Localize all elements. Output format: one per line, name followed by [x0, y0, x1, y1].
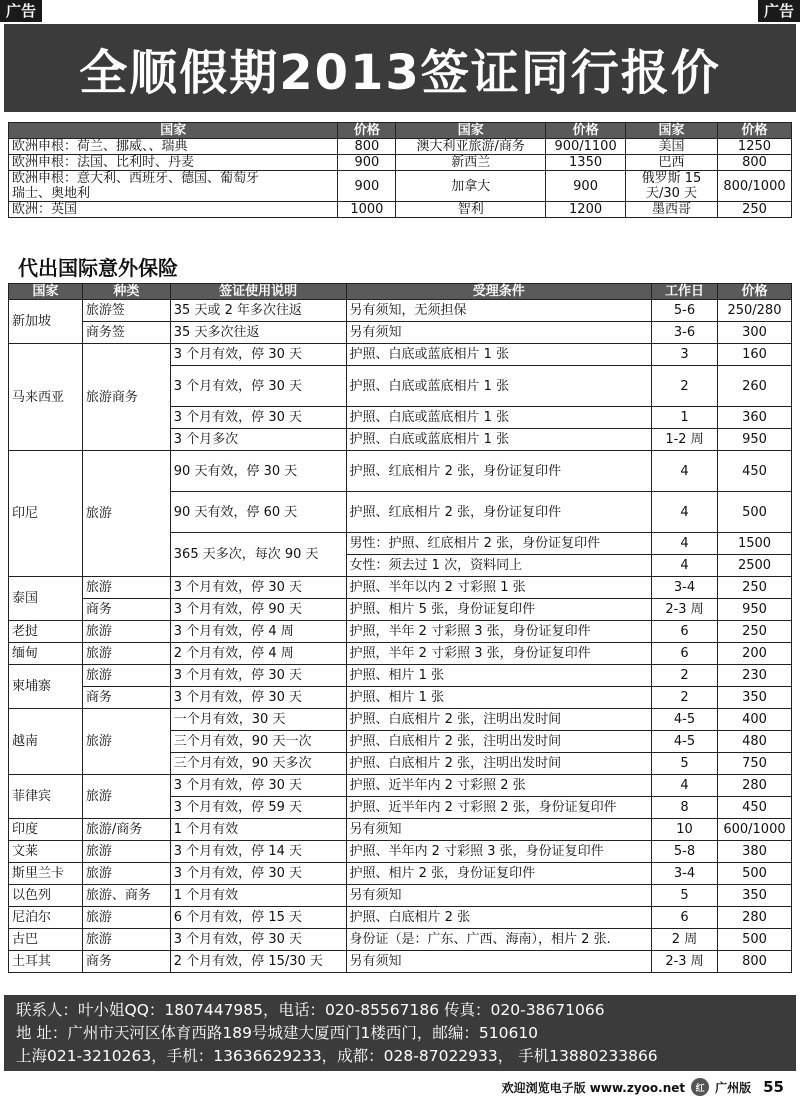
- table-cell: 365 天多次，每次 90 天: [170, 533, 346, 577]
- table-row: [9, 202, 792, 218]
- contact-line-2: 地 址：广州市天河区体育西路189号城建大厦西门1楼西门，邮编：510610: [16, 1024, 539, 1042]
- table-cell: 6: [652, 907, 718, 929]
- table-cell: 4-5: [652, 709, 718, 731]
- table-cell: 男性：护照、红底相片 2 张，身份证复印件: [346, 533, 652, 555]
- table-cell: 护照、白底相片 2 张，注明出发时间: [346, 731, 652, 753]
- table-cell: 土耳其: [9, 951, 83, 973]
- table-cell: 5-8: [652, 841, 718, 863]
- table-row: [9, 929, 792, 951]
- page-title: 全顺假期2013签证同行报价: [79, 44, 721, 101]
- table-cell: 750: [717, 753, 791, 775]
- table-cell: 1500: [717, 533, 791, 555]
- table-cell: 950: [717, 599, 791, 621]
- page-number: 55: [763, 1078, 784, 1096]
- table-cell: 3 个月有效，停 59 天: [170, 797, 346, 819]
- column-header: 国家: [626, 123, 718, 139]
- table-cell: 2 个月有效，停 4 周: [170, 643, 346, 665]
- table-cell: 护照、相片 2 张，身份证复印件: [346, 863, 652, 885]
- table-row: [9, 322, 792, 344]
- table-row: [9, 709, 792, 731]
- table-cell: 旅游: [82, 841, 170, 863]
- column-header: 签证使用说明: [170, 284, 346, 300]
- table-cell: 1-2 周: [652, 429, 718, 451]
- table-cell: 旅游商务: [82, 344, 170, 451]
- table-row: [9, 665, 792, 687]
- table-cell: 360: [717, 407, 791, 429]
- table-cell: 3 个月有效，停 30 天: [170, 863, 346, 885]
- table-cell: 护照、相片 1 张: [346, 665, 652, 687]
- table-cell: 35 天多次往返: [170, 322, 346, 344]
- table-row: [9, 171, 792, 202]
- table-cell: 3 个月有效，停 30 天: [170, 687, 346, 709]
- table-cell: 500: [717, 929, 791, 951]
- table-cell: 巴西: [626, 155, 718, 171]
- ad-label-left: 广告: [0, 0, 42, 22]
- table-cell: 护照、白底相片 2 张，注明出发时间: [346, 753, 652, 775]
- table-cell: 600/1000: [717, 819, 791, 841]
- table-cell: 旅游: [82, 863, 170, 885]
- table-cell: 新西兰: [396, 155, 546, 171]
- column-header: 国家: [396, 123, 546, 139]
- table-cell: 300: [717, 322, 791, 344]
- table-cell: 2 个月有效，停 15/30 天: [170, 951, 346, 973]
- table-cell: 旅游: [82, 929, 170, 951]
- table-cell: 护照、红底相片 2 张，身份证复印件: [346, 492, 652, 533]
- table-cell: 智利: [396, 202, 546, 218]
- table-cell: 260: [717, 366, 791, 407]
- table-cell: 900/1100: [546, 139, 626, 155]
- table-cell: 护照、白底或蓝底相片 1 张: [346, 366, 652, 407]
- table-cell: 4-5: [652, 731, 718, 753]
- column-header: 国家: [9, 123, 338, 139]
- table-cell: 旅游: [82, 621, 170, 643]
- table-cell: 250: [717, 577, 791, 599]
- table-cell: 5-6: [652, 300, 718, 322]
- table-cell: 3 个月有效，停 90 天: [170, 599, 346, 621]
- table-cell: 1250: [717, 139, 791, 155]
- table-cell: 1350: [546, 155, 626, 171]
- table-cell: 200: [717, 643, 791, 665]
- table-row: [9, 775, 792, 797]
- table-cell: 泰国: [9, 577, 83, 621]
- table-cell: 护照、白底相片 2 张: [346, 907, 652, 929]
- table-cell: 950: [717, 429, 791, 451]
- table-cell: 450: [717, 451, 791, 492]
- table-header-row: [9, 123, 792, 139]
- column-header: 工作日: [652, 284, 718, 300]
- table-cell: 2 周: [652, 929, 718, 951]
- table-row: [9, 451, 792, 492]
- table-row: [9, 885, 792, 907]
- column-header: 价格: [338, 123, 396, 139]
- table-cell: 欧洲：英国: [9, 202, 338, 218]
- table-cell: 旅游/商务: [82, 819, 170, 841]
- newspaper-logo-icon: 红: [691, 1078, 709, 1096]
- table-row: [9, 951, 792, 973]
- table-cell: 旅游: [82, 709, 170, 775]
- table-cell: 3 个月有效，停 14 天: [170, 841, 346, 863]
- table-cell: 护照、相片 5 张，身份证复印件: [346, 599, 652, 621]
- table-cell: 900: [338, 171, 396, 202]
- visa-price-table-asia: [8, 283, 792, 973]
- table-cell: 旅游: [82, 577, 170, 599]
- table-cell: 护照、近半年内 2 寸彩照 2 张: [346, 775, 652, 797]
- contact-info: [4, 995, 796, 1071]
- column-header: 种类: [82, 284, 170, 300]
- table-cell: 女性：须去过 1 次，资料同上: [346, 555, 652, 577]
- table-cell: 加拿大: [396, 171, 546, 202]
- table-cell: 护照、白底或蓝底相片 1 张: [346, 344, 652, 366]
- table-cell: 3: [652, 344, 718, 366]
- table-cell: 文莱: [9, 841, 83, 863]
- table-cell: 6: [652, 643, 718, 665]
- table-cell: 墨西哥: [626, 202, 718, 218]
- table-cell: 另有须知，无须担保: [346, 300, 652, 322]
- table-row: [9, 907, 792, 929]
- table-cell: 4: [652, 492, 718, 533]
- table-row: [9, 155, 792, 171]
- column-header: 受理条件: [346, 284, 652, 300]
- ad-label-right: 广告: [758, 0, 800, 22]
- table-cell: 3 个月多次: [170, 429, 346, 451]
- table-cell: 俄罗斯 15 天/30 天: [626, 171, 718, 202]
- table-cell: 90 天有效，停 60 天: [170, 492, 346, 533]
- table-cell: 另有须知: [346, 951, 652, 973]
- table-cell: 2-3 周: [652, 951, 718, 973]
- column-header: 价格: [717, 123, 791, 139]
- table-cell: 护照、白底相片 2 张，注明出发时间: [346, 709, 652, 731]
- table-row: [9, 577, 792, 599]
- table-cell: 160: [717, 344, 791, 366]
- table-row: [9, 819, 792, 841]
- table-cell: 4: [652, 555, 718, 577]
- page-footer: [502, 1078, 784, 1096]
- table-cell: 旅游: [82, 775, 170, 819]
- table-cell: 三个月有效，90 天多次: [170, 753, 346, 775]
- table-cell: 5: [652, 885, 718, 907]
- table-cell: 3 个月有效，停 30 天: [170, 665, 346, 687]
- table-cell: 3 个月有效，停 4 周: [170, 621, 346, 643]
- table-cell: 3-6: [652, 322, 718, 344]
- table-cell: 2500: [717, 555, 791, 577]
- table-cell: 250/280: [717, 300, 791, 322]
- table-cell: 商务签: [82, 322, 170, 344]
- table-cell: 4: [652, 451, 718, 492]
- table-cell: 旅游: [82, 643, 170, 665]
- table-cell: 另有须知: [346, 322, 652, 344]
- table-cell: 280: [717, 775, 791, 797]
- table-cell: 10: [652, 819, 718, 841]
- table-cell: 旅游、商务: [82, 885, 170, 907]
- footer-website: 欢迎浏览电子版 www.zyoo.net: [501, 1080, 686, 1095]
- table-cell: 250: [717, 202, 791, 218]
- table-cell: 美国: [626, 139, 718, 155]
- table-cell: 欧洲申根：荷兰、挪威、、瑞典: [9, 139, 338, 155]
- title-banner: [4, 24, 796, 112]
- table-cell: 35 天或 2 年多次往返: [170, 300, 346, 322]
- column-header: 国家: [9, 284, 83, 300]
- table-cell: 1200: [546, 202, 626, 218]
- table-cell: 澳大利亚旅游/商务: [396, 139, 546, 155]
- table-cell: 3 个月有效，停 30 天: [170, 929, 346, 951]
- table-cell: 2: [652, 366, 718, 407]
- table-cell: 斯里兰卡: [9, 863, 83, 885]
- table-cell: 4: [652, 533, 718, 555]
- table-cell: 3 个月有效，停 30 天: [170, 407, 346, 429]
- table-header-row: [9, 284, 792, 300]
- table-cell: 450: [717, 797, 791, 819]
- table-cell: 1 个月有效: [170, 819, 346, 841]
- table-row: [9, 344, 792, 366]
- table-cell: 90 天有效，停 30 天: [170, 451, 346, 492]
- table-cell: 旅游: [82, 451, 170, 577]
- table-cell: 800/1000: [717, 171, 791, 202]
- table-cell: 印度: [9, 819, 83, 841]
- table-cell: 3 个月有效，停 30 天: [170, 344, 346, 366]
- table-cell: 900: [338, 155, 396, 171]
- table-cell: 护照、白底或蓝底相片 1 张: [346, 429, 652, 451]
- contact-line-3: 上海021-3210263，手机：13636629233，成都：028-87022933， 手机13880233866: [16, 1047, 658, 1065]
- table-cell: 280: [717, 907, 791, 929]
- table-row: [9, 139, 792, 155]
- table-cell: 400: [717, 709, 791, 731]
- table-cell: 旅游: [82, 907, 170, 929]
- table-cell: 500: [717, 492, 791, 533]
- column-header: 价格: [546, 123, 626, 139]
- table-cell: 商务: [82, 599, 170, 621]
- table-cell: 商务: [82, 951, 170, 973]
- table-cell: 2: [652, 665, 718, 687]
- table-cell: 三个月有效，90 天一次: [170, 731, 346, 753]
- table-cell: 尼泊尔: [9, 907, 83, 929]
- table-cell: 欧洲申根：意大利、西班牙、德国、葡萄牙 瑞士、奥地利: [9, 171, 338, 202]
- table-cell: 4: [652, 775, 718, 797]
- table-cell: 护照、半年内 2 寸彩照 3 张，身份证复印件: [346, 841, 652, 863]
- contact-line-1: 联系人：叶小姐QQ：1807447985，电话：020-85567186 传真：020-38671066: [16, 1001, 605, 1019]
- table-cell: 商务: [82, 687, 170, 709]
- table-cell: 5: [652, 753, 718, 775]
- table-cell: 马来西亚: [9, 344, 83, 451]
- table-cell: 旅游签: [82, 300, 170, 322]
- table-cell: 8: [652, 797, 718, 819]
- table-cell: 500: [717, 863, 791, 885]
- column-header: 价格: [717, 284, 791, 300]
- table-cell: 新加坡: [9, 300, 83, 344]
- table-cell: 缅甸: [9, 643, 83, 665]
- table-row: [9, 643, 792, 665]
- section-title: 代出国际意外保险: [18, 256, 178, 280]
- table-cell: 230: [717, 665, 791, 687]
- visa-price-table-europe: [8, 122, 792, 218]
- table-row: [9, 300, 792, 322]
- table-cell: 柬埔寨: [9, 665, 83, 709]
- table-cell: 3 个月有效，停 30 天: [170, 775, 346, 797]
- table-cell: 老挝: [9, 621, 83, 643]
- table-cell: 另有须知: [346, 819, 652, 841]
- table-cell: 3-4: [652, 863, 718, 885]
- table-cell: 800: [717, 155, 791, 171]
- table-cell: 1000: [338, 202, 396, 218]
- table-cell: 护照、半年以内 2 寸彩照 1 张: [346, 577, 652, 599]
- footer-edition: 广州版: [715, 1080, 752, 1095]
- table-cell: 3 个月有效，停 30 天: [170, 366, 346, 407]
- table-cell: 欧洲申根：法国、比利时、丹麦: [9, 155, 338, 171]
- table-cell: 6: [652, 621, 718, 643]
- table-row: [9, 863, 792, 885]
- table-cell: 古巴: [9, 929, 83, 951]
- table-cell: 一个月有效，30 天: [170, 709, 346, 731]
- table-cell: 900: [546, 171, 626, 202]
- table-cell: 1: [652, 407, 718, 429]
- table-cell: 护照，半年 2 寸彩照 3 张，身份证复印件: [346, 621, 652, 643]
- table-cell: 480: [717, 731, 791, 753]
- table-cell: 6 个月有效，停 15 天: [170, 907, 346, 929]
- table-cell: 800: [338, 139, 396, 155]
- table-row: [9, 841, 792, 863]
- table-cell: 380: [717, 841, 791, 863]
- table-cell: 印尼: [9, 451, 83, 577]
- table-cell: 护照，半年 2 寸彩照 3 张，身份证复印件: [346, 643, 652, 665]
- table-cell: 护照、相片 1 张: [346, 687, 652, 709]
- table-cell: 2: [652, 687, 718, 709]
- table-cell: 800: [717, 951, 791, 973]
- table-row: [9, 687, 792, 709]
- table-row: [9, 599, 792, 621]
- table-cell: 250: [717, 621, 791, 643]
- table-cell: 以色列: [9, 885, 83, 907]
- table-cell: 350: [717, 885, 791, 907]
- table-cell: 3-4: [652, 577, 718, 599]
- table-cell: 护照、近半年内 2 寸彩照 2 张，身份证复印件: [346, 797, 652, 819]
- table-cell: 旅游: [82, 665, 170, 687]
- table-cell: 越南: [9, 709, 83, 775]
- table-cell: 护照、白底或蓝底相片 1 张: [346, 407, 652, 429]
- table-cell: 3 个月有效，停 30 天: [170, 577, 346, 599]
- table-cell: 350: [717, 687, 791, 709]
- table-cell: 菲律宾: [9, 775, 83, 819]
- table-cell: 1 个月有效: [170, 885, 346, 907]
- table-cell: 身份证（是：广东、广西、海南），相片 2 张.: [346, 929, 652, 951]
- table-cell: 2-3 周: [652, 599, 718, 621]
- table-row: [9, 621, 792, 643]
- table-cell: 另有须知: [346, 885, 652, 907]
- table-cell: 护照、红底相片 2 张，身份证复印件: [346, 451, 652, 492]
